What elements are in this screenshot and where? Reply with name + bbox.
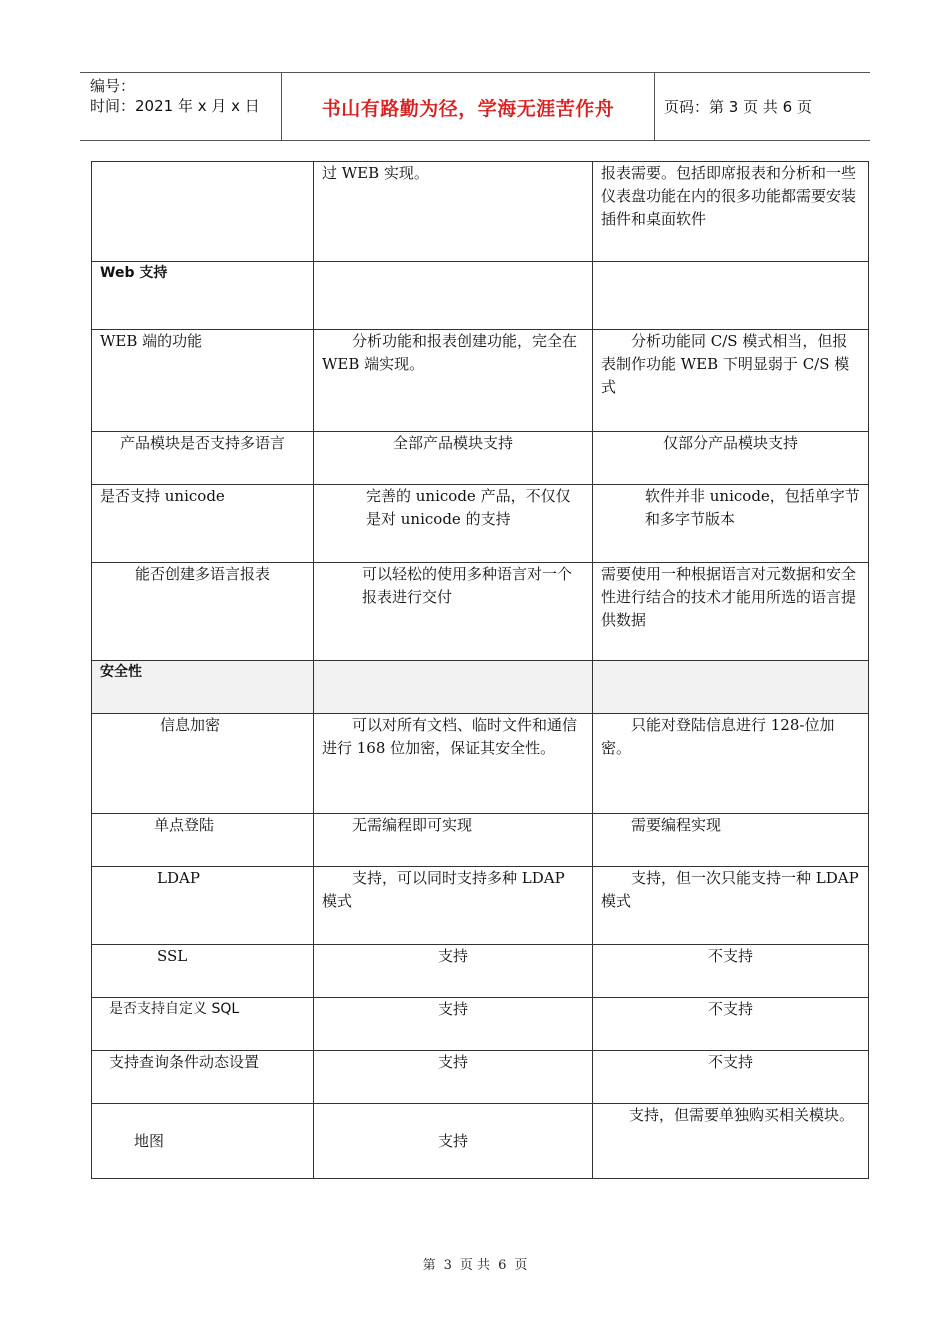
table-row (92, 998, 869, 1051)
table-cell: WEB 端的功能 (92, 330, 314, 432)
table-cell: 过 WEB 实现。 (314, 162, 593, 262)
table-cell: 单点登陆 (92, 814, 314, 867)
table-cell: 分析功能和报表创建功能，完全在 WEB 端实现。 (314, 330, 593, 432)
table-row (92, 814, 869, 867)
table-cell: 软件并非 unicode，包括单字节和多字节版本 (593, 485, 869, 563)
table-cell (593, 262, 869, 330)
table-cell: 地图 (92, 1104, 314, 1179)
table-row (92, 432, 869, 485)
table-cell (314, 661, 593, 714)
table-row (92, 661, 869, 714)
table-cell (92, 162, 314, 262)
table-cell: 无需编程即可实现 (314, 814, 593, 867)
table-cell: 完善的 unicode 产品，不仅仅是对 unicode 的支持 (314, 485, 593, 563)
table-cell: 不支持 (593, 945, 869, 998)
table-cell: SSL (92, 945, 314, 998)
table-row (92, 867, 869, 945)
header-meta (90, 76, 260, 116)
table-cell: 可以对所有文档、临时文件和通信进行 168 位加密，保证其安全性。 (314, 714, 593, 814)
footer-page-number: 3 (443, 1258, 452, 1273)
page-footer: 第 3 页 共 6 页 (422, 1258, 528, 1273)
table-cell: 支持 (314, 945, 593, 998)
table-cell: 支持 (314, 998, 593, 1051)
table-cell: 仅部分产品模块支持 (593, 432, 869, 485)
table-cell: 可以轻松的使用多种语言对一个报表进行交付 (314, 563, 593, 661)
header-bottom-rule (80, 140, 870, 141)
table-cell (314, 262, 593, 330)
table-cell: 报表需要。包括即席报表和分析和一些仪表盘功能在内的很多功能都需要安装插件和桌面软件 (593, 162, 869, 262)
table-row (92, 714, 869, 814)
table-row (92, 162, 869, 262)
table-cell: 能否创建多语言报表 (92, 563, 314, 661)
table-cell: 全部产品模块支持 (314, 432, 593, 485)
table-cell: 不支持 (593, 998, 869, 1051)
doc-date: 时间：2021 年 x 月 x 日 (90, 97, 260, 115)
table-row (92, 563, 869, 661)
table-cell: 需要编程实现 (593, 814, 869, 867)
table-row (92, 330, 869, 432)
header-motto: 书山有路勤为径，学海无涯苦作舟 (321, 98, 615, 120)
table-row (92, 1051, 869, 1104)
table-cell: 支持，可以同时支持多种 LDAP 模式 (314, 867, 593, 945)
table-cell: 分析功能同 C/S 模式相当，但报表制作功能 WEB 下明显弱于 C/S 模式 (593, 330, 869, 432)
table-cell: 支持 (314, 1051, 593, 1104)
table-cell: 不支持 (593, 1051, 869, 1104)
header-divider (654, 72, 655, 140)
table-row (92, 1104, 869, 1179)
table-cell: LDAP (92, 867, 314, 945)
table-cell: 是否支持自定义 SQL (92, 998, 314, 1051)
table-row (92, 485, 869, 563)
table-cell: 只能对登陆信息进行 128-位加密。 (593, 714, 869, 814)
table-cell: 支持 (314, 1104, 593, 1179)
table-cell: 是否支持 unicode (92, 485, 314, 563)
table-cell: 支持查询条件动态设置 (92, 1051, 314, 1104)
header-page-number: 页码：第 3 页 共 6 页 (664, 98, 812, 116)
table-cell: 产品模块是否支持多语言 (92, 432, 314, 485)
section-heading: 安全性 (92, 661, 314, 714)
table-cell: 需要使用一种根据语言对元数据和安全性进行结合的技术才能用所选的语言提供数据 (593, 563, 869, 661)
table-cell (593, 661, 869, 714)
table-row (92, 262, 869, 330)
comparison-table (91, 161, 869, 1179)
header-top-rule (80, 72, 870, 73)
table-cell: 信息加密 (92, 714, 314, 814)
doc-number: 编号： (90, 77, 136, 95)
table-cell: 支持，但需要单独购买相关模块。 (593, 1104, 869, 1179)
table-cell: 支持，但一次只能支持一种 LDAP 模式 (593, 867, 869, 945)
table-row (92, 945, 869, 998)
section-heading: Web 支持 (92, 262, 314, 330)
footer-page-total: 6 (498, 1258, 507, 1273)
